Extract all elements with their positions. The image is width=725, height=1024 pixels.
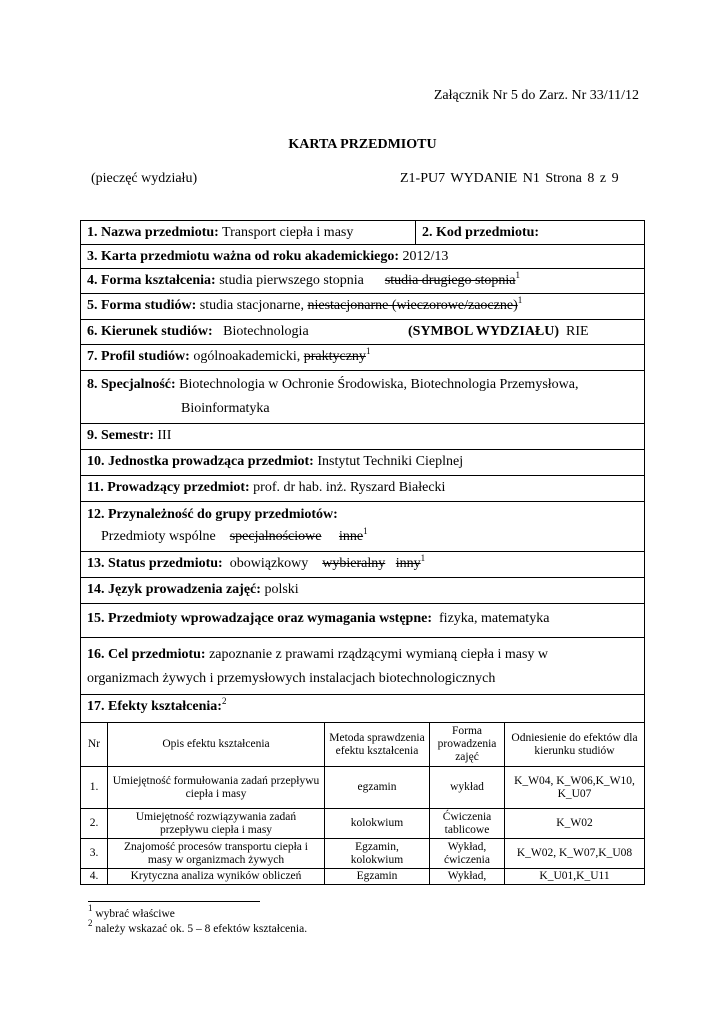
header-reference: Odniesienie do efektów dla kierunku studiów [505, 723, 645, 767]
study-form-label: 5. Forma studiów: [87, 298, 197, 313]
study-form-value: studia stacjonarne, [196, 298, 308, 313]
study-profile-label: 7. Profil studiów: [87, 349, 190, 364]
course-status-label: 13. Status przedmiotu: [87, 556, 223, 571]
row-lecturer [80, 476, 645, 502]
field-of-study-value: Biotechnologia [212, 324, 309, 339]
specialization-value: Biotechnologia w Ochronie Środowiska, Biotechnologia Przemysłowa, [175, 377, 579, 392]
field-of-study-label: 6. Kierunek studiów: [87, 324, 213, 339]
course-code-label: 2. Kod przedmiotu: [422, 225, 540, 240]
table-row [81, 809, 645, 839]
header-method: Metoda sprawdzenia efektu kształcenia [325, 723, 430, 767]
course-status-struck-2: inny [395, 556, 421, 571]
faculty-symbol-label: (SYMBOL WYDZIAŁU) [408, 324, 560, 339]
course-group-label: 12. Przynależność do grupy przedmiotów: [87, 507, 338, 522]
study-profile-value: ogólnoakademicki, [189, 349, 304, 364]
footnote-2-text: należy wskazać ok. 5 – 8 efektów kształcenia. [92, 923, 308, 935]
cell-method: kolokwium [325, 809, 430, 839]
course-goal-value-2: organizmach żywych i przemysłowych instalacjach biotechnologicznych [87, 671, 496, 686]
row-language [80, 578, 645, 604]
page-title: KARTA PRZEDMIOTU [288, 137, 437, 152]
row-course-group [80, 502, 645, 552]
row-study-form [80, 294, 645, 320]
academic-year-label: 3. Karta przedmiotu ważna od roku akademickiego: [87, 249, 400, 264]
cell-method: egzamin [325, 767, 430, 809]
department-label: 10. Jednostka prowadząca przedmiot: [87, 454, 314, 469]
header-nr: Nr [81, 723, 108, 767]
course-group-struck-1: specjalnościowe [229, 529, 322, 544]
prerequisites-value: fizyka, matematyka [432, 611, 550, 626]
learning-outcomes-table [80, 722, 645, 885]
lecturer-label: 11. Prowadzący przedmiot: [87, 480, 250, 495]
course-name-value: Transport ciepła i masy [218, 225, 354, 240]
course-status-struck-1: wybieralny [322, 556, 386, 571]
cell-method: Egzamin, kolokwium [325, 839, 430, 869]
academic-year-value: 2012/13 [399, 249, 449, 264]
language-value: polski [260, 582, 299, 597]
cell-reference: K_W04, K_W06,K_W10, K_U07 [505, 767, 645, 809]
course-group-value: Przedmioty wspólne [101, 529, 230, 544]
language-label: 14. Język prowadzenia zajęć: [87, 582, 261, 597]
course-card-form [80, 220, 645, 885]
course-group-struck-2: inne [338, 529, 364, 544]
footnote-2 [88, 918, 308, 935]
document-code: Z1-PU7 WYDANIE N1 Strona 8 z 9 [400, 171, 619, 186]
table-header-row [81, 723, 645, 767]
footnote-ref: 1 [363, 526, 368, 536]
cell-reference: K_U01,K_U11 [505, 869, 645, 885]
specialization-label: 8. Specjalność: [87, 377, 176, 392]
cell-form: wykład [430, 767, 505, 809]
course-status-value: obowiązkowy [222, 556, 323, 571]
table-row [81, 869, 645, 885]
cell-description: Krytyczna analiza wyników obliczeń [108, 869, 325, 885]
footnote-ref: 1 [365, 346, 371, 356]
row-course-goal [80, 638, 645, 695]
prerequisites-label: 15. Przedmioty wprowadzające oraz wymagania wstępne: [87, 611, 433, 626]
row-semester [80, 424, 645, 450]
study-profile-struck: praktyczny [303, 349, 366, 364]
cell-description: Umiejętność formułowania zadań przepływu ciepła i masy [108, 767, 325, 809]
cell-reference: K_W02, K_W07,K_U08 [505, 839, 645, 869]
cell-form: Wykład, [430, 869, 505, 885]
faculty-stamp: (pieczęć wydziału) [91, 171, 198, 186]
education-form-label: 4. Forma kształcenia: [87, 273, 216, 288]
footnote-ref: 1 [517, 295, 523, 305]
footnote-ref: 1 [420, 553, 426, 563]
course-goal-label: 16. Cel przedmiotu: [87, 647, 206, 662]
education-form-value: studia pierwszego stopnia [215, 273, 385, 288]
footnote-1 [88, 903, 175, 920]
row-specialization [80, 371, 645, 424]
row-study-profile [80, 345, 645, 371]
footnote-2-number: 2 [88, 918, 93, 928]
cell-nr: 1. [81, 767, 108, 809]
faculty-symbol-value: RIE [559, 324, 589, 339]
attachment-note: Załącznik Nr 5 do Zarz. Nr 33/11/12 [433, 88, 639, 103]
row-education-form [80, 269, 645, 294]
footnote-1-number: 1 [88, 903, 93, 913]
footnote-separator [88, 901, 260, 902]
learning-outcomes-label: 17. Efekty kształcenia: [87, 699, 222, 714]
row-department [80, 450, 645, 476]
department-value: Instytut Techniki Cieplnej [313, 454, 464, 469]
semester-label: 9. Semestr: [87, 428, 154, 443]
cell-description: Znajomość procesów transportu ciepła i masy w organizmach żywych [108, 839, 325, 869]
cell-nr: 4. [81, 869, 108, 885]
table-row [81, 767, 645, 809]
cell-form: Wykład, ćwiczenia [430, 839, 505, 869]
semester-value: III [153, 428, 172, 443]
header-description: Opis efektu kształcenia [108, 723, 325, 767]
cell-nr: 3. [81, 839, 108, 869]
cell-reference: K_W02 [505, 809, 645, 839]
row-course-status [80, 552, 645, 578]
row-prerequisites [80, 604, 645, 638]
row-course-name [80, 220, 645, 245]
cell-method: Egzamin [325, 869, 430, 885]
row-field-of-study [80, 320, 645, 345]
row-learning-outcomes [80, 695, 645, 722]
cell-nr: 2. [81, 809, 108, 839]
education-form-struck: studia drugiego stopnia [384, 273, 516, 288]
header-form: Forma prowadzenia zajęć [430, 723, 505, 767]
course-goal-value: zapoznanie z prawami rządzącymi wymianą ciepła i masy w [205, 647, 549, 662]
cell-form: Ćwiczenia tablicowe [430, 809, 505, 839]
footnote-1-text: wybrać właściwe [92, 908, 175, 920]
footnote-ref: 1 [515, 270, 520, 280]
cell-description: Umiejętność rozwiązywania zadań przepływu ciepła i masy [108, 809, 325, 839]
table-row [81, 839, 645, 869]
course-name-label: 1. Nazwa przedmiotu: [87, 225, 219, 240]
lecturer-value: prof. dr hab. inż. Ryszard Białecki [249, 480, 446, 495]
specialization-value-2: Bioinformatyka [181, 401, 270, 416]
row-academic-year [80, 245, 645, 269]
footnote-ref: 2 [221, 696, 227, 706]
study-form-struck: niestacjonarne (wieczorowe/zaoczne) [307, 298, 518, 313]
